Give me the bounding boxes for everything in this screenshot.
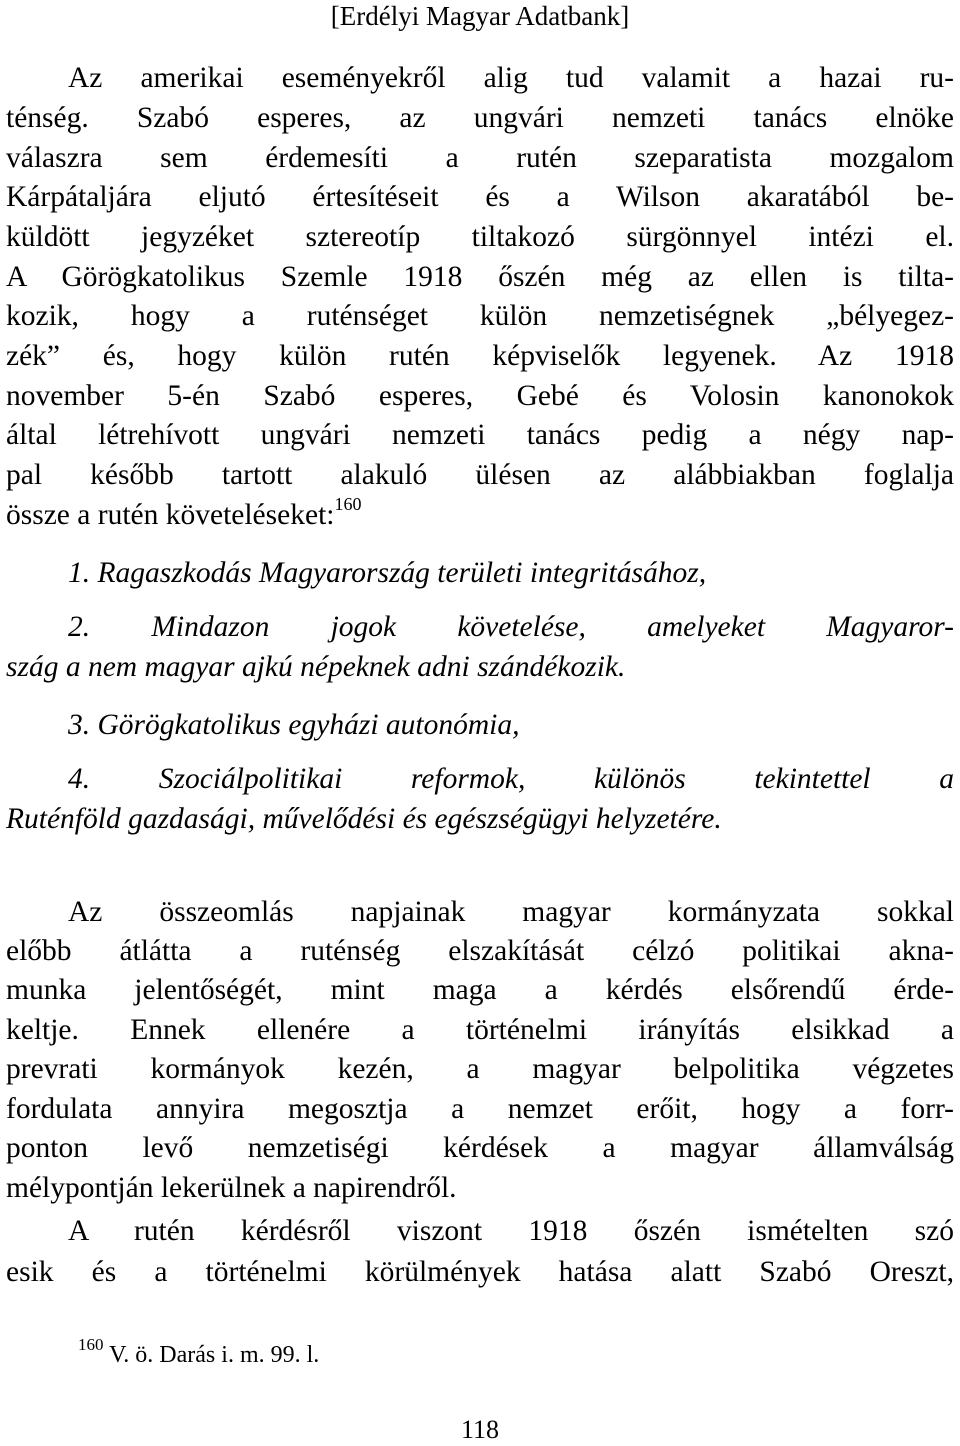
list-item: szág a nem magyar ajkú népeknek adni szándékozik. [6,651,626,683]
footnote [78,1335,319,1375]
document-header: [Erdélyi Magyar Adatbank] [330,1,630,31]
text-line: által létrehívott ungvári nemzeti tanács pedig a négy nap- [6,419,954,451]
text-line: esik és a történelmi körülmények hatása alatt Szabó Oreszt, [6,1256,954,1288]
text-line: Az összeomlás napjainak magyar kormányzata sokkal [68,896,954,928]
text-line: ténség. Szabó esperes, az ungvári nemzeti tanács elnöke [6,102,954,134]
list-item: Ruténföld gazdasági, művelődési és egészségügyi helyzetére. [6,803,722,835]
text-line: A Görögkatolikus Szemle 1918 őszén még az ellen is tilta- [6,261,954,293]
text-line: küldött jegyzéket sztereotíp tiltakozó sürgönnyel intézi el. [6,221,954,253]
text-line: november 5-én Szabó esperes, Gebé és Volosin kanonokok [6,380,954,412]
footnote-reference: 160 [334,494,362,514]
text-line: Az amerikai eseményekről alig tud valamit a hazai ru- [68,62,954,94]
text-line [6,495,954,535]
text-line: A rutén kérdésről viszont 1918 őszén ismételten szó [68,1215,954,1247]
text-line-content: össze a rutén követeléseket: [6,499,335,531]
text-line: ponton levő nemzetiségi kérdések a magyar államválság [6,1132,954,1164]
list-item: 1. Ragaszkodás Magyarország területi integritásához, [68,557,707,589]
text-line: pal később tartott alakuló ülésen az alábbiakban foglalja [6,459,954,491]
list-item: 4. Szociálpolitikai reformok, különös tekintettel a [68,763,954,795]
list-item: 2. Mindazon jogok követelése, amelyeket Magyaror- [68,611,954,643]
footnote-text: V. ö. Darás i. m. 99. l. [103,1342,320,1368]
list-item: 3. Görögkatolikus egyházi autonómia, [68,709,520,741]
text-line: munka jelentőségét, mint maga a kérdés elsőrendű érde- [6,974,954,1006]
text-line: keltje. Ennek ellenére a történelmi irányítás elsikkad a [6,1014,954,1046]
text-line: fordulata annyira megosztja a nemzet erőit, hogy a forr- [6,1093,954,1125]
text-line: válaszra sem érdemesíti a rutén szeparatista mozgalom [6,142,954,174]
text-line: prevrati kormányok kezén, a magyar belpolitika végzetes [6,1053,954,1085]
text-line: kozik, hogy a ruténséget külön nemzetiségnek „bélyegez- [6,300,954,332]
page-number: 118 [460,1415,500,1444]
text-line: Kárpátaljára eljutó értesítéseit és a Wilson akaratából be- [6,181,954,213]
text-line: előbb átlátta a ruténség elszakítását célzó politikai akna- [6,935,954,967]
footnote-number: 160 [78,1335,104,1354]
text-line: mélypontján lekerülnek a napirendről. [6,1172,457,1204]
text-line: zék” és, hogy külön rutén képviselők legyenek. Az 1918 [6,340,954,372]
